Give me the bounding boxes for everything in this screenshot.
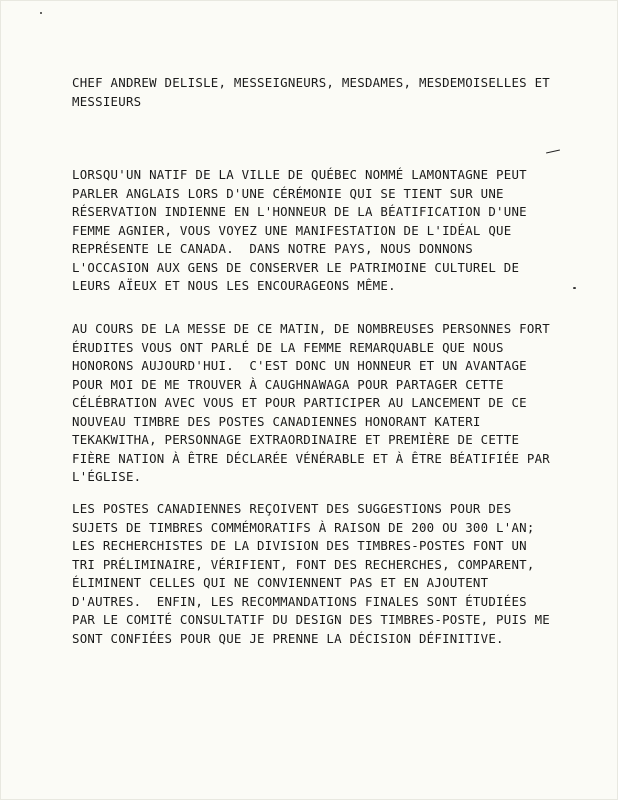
stray-pen-mark — [546, 150, 560, 154]
paper-speck — [573, 287, 576, 289]
paragraph-3: LES POSTES CANADIENNES REÇOIVENT DES SUGGESTIONS POUR DES SUJETS DE TIMBRES COMMÉMORATIFS À RAISON DE 200 OU 300 L'AN; LES RECHERCHISTES DE LA DIVISION DES TIMBRES-POSTES FONT UN TRI PRÉLIMINAIRE, VÉRIFIENT, FONT DES RECHERCHES, COMPARENT, ÉLIMINENT CELLES QUI NE CONVIENNENT PAS ET EN AJOUTENT D'AUTRES. ENFIN, LES RECOMMANDATIONS FINALES SONT ÉTUDIÉES PAR LE COMITÉ CONSULTATIF DU DESIGN DES TIMBRES-POSTE, PUIS ME SONT CONFIÉES POUR QUE JE PRENNE LA DÉCISION DÉFINITIVE. — [72, 501, 551, 646]
paper-speck — [40, 12, 42, 14]
paragraph-2: AU COURS DE LA MESSE DE CE MATIN, DE NOMBREUSES PERSONNES FORT ÉRUDITES VOUS ONT PARLÉ DE LA FEMME REMARQUABLE QUE NOUS HONORONS AUJOURD'HUI. C'EST DONC UN HONNEUR ET UN AVANTAGE POUR MOI DE ME TROUVER À CAUGHNAWAGA POUR PARTAGER CETTE CÉLÉBRATION AVEC VOUS ET POUR PARTICIPER AU LANCEMENT DE CE NOUVEAU TIMBRE DES POSTES CANADIENNES HONORANT KATERI TEKAKWITHA, PERSONNAGE EXTRAORDINAIRE ET PREMIÈRE DE CETTE FIÈRE NATION À ÊTRE DÉCLARÉE VÉNÉRABLE ET À ÊTRE BÉATIFIÉE PAR L'ÉGLISE. — [72, 321, 551, 484]
salutation: CHEF ANDREW DELISLE, MESSEIGNEURS, MESDAMES, MESDEMOISELLES ET MESSIEURS — [72, 75, 551, 109]
paragraph-1: LORSQU'UN NATIF DE LA VILLE DE QUÉBEC NOMMÉ LAMONTAGNE PEUT PARLER ANGLAIS LORS D'UNE CÉRÉMONIE QUI SE TIENT SUR UNE RÉSERVATION INDIENNE EN L'HONNEUR DE LA BÉATIFICATION D'UNE FEMME AGNIER, VOUS VOYEZ UNE MANIFESTATION DE L'IDÉAL QUE REPRÉSENTE LE CANADA. DANS NOTRE PAYS, NOUS DONNONS L'OCCASION AUX GENS DE CONSERVER LE PATRIMOINE CULTUREL DE LEURS AÏEUX ET NOUS LES ENCOURAGEONS MÊME. — [72, 167, 527, 293]
